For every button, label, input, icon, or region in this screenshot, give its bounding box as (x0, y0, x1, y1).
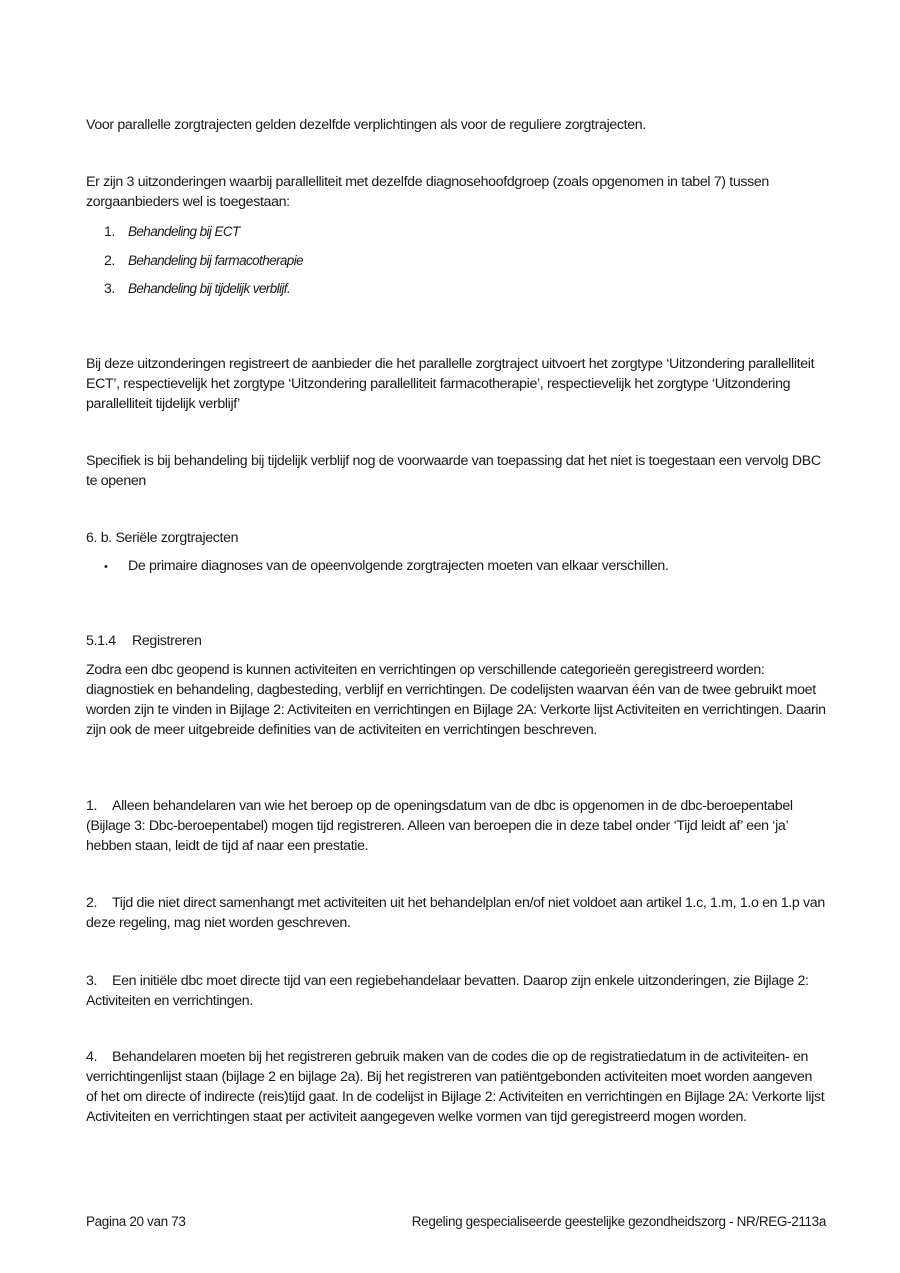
rule-number: 3. (86, 973, 98, 989)
registration-rule-3 (86, 971, 826, 1011)
section-heading (86, 631, 826, 651)
bullet-icon: • (104, 561, 108, 573)
exceptions-list (104, 221, 303, 307)
exceptions-intro-paragraph: Er zijn 3 uitzonderingen waarbij parallelliteit met dezelfde diagnosehoofdgroep (zoals opgenomen in tabel 7) tussen zorgaanbieders wel is toegestaan: (86, 174, 769, 210)
list-item-text: De primaire diagnoses van de opeenvolgende zorgtrajecten moeten van elkaar verschillen. (128, 558, 669, 574)
registration-rule-2 (86, 893, 826, 933)
rule-number: 1. (86, 798, 98, 814)
list-item (104, 250, 303, 279)
specific-note-paragraph: Specifiek is bij behandeling bij tijdelijk verblijf nog de voorwaarde van toepassing dat het niet is toegestaan een vervolg DBC te openen (86, 453, 821, 489)
serial-bullet-list (104, 556, 669, 577)
list-item-number: 2. (104, 251, 115, 268)
registration-rule-1 (86, 796, 826, 856)
rule-text: Alleen behandelaren van wie het beroep op de openingsdatum van de dbc is opgenomen in de dbc-beroepentabel (Bijlage 3: Dbc-beroepentabel) mogen tijd registreren. Alleen van beroepen die in deze tabel onder ‘Tijd leidt af’ een ‘ja’ hebben staan, leidt de tijd af naar een prestatie. (86, 798, 793, 854)
list-item-number: 3. (104, 280, 115, 296)
rule-text: Tijd die niet direct samenhangt met activiteiten uit het behandelplan en/of niet voldoet aan artikel 1.c, 1.m, 1.o en 1.p van deze regeling, mag niet worden geschreven. (86, 895, 825, 931)
list-item-text: Behandeling bij tijdelijk verblijf. (128, 281, 291, 296)
serial-heading: 6. b. Seriële zorgtrajecten (86, 530, 239, 546)
list-item-text: Behandeling bij farmacotherapie (128, 252, 304, 268)
footer-document-title: Regeling gespecialiseerde geestelijke gezondheidszorg - NR/REG-2113a (411, 1214, 826, 1229)
page-number: Pagina 20 van 73 (86, 1214, 186, 1229)
list-item-number: 1. (104, 223, 115, 239)
list-item (104, 556, 669, 577)
exceptions-registration-paragraph: Bij deze uitzonderingen registreert de aanbieder die het parallelle zorgtraject uitvoert het zorgtype ‘Uitzondering parallelliteit ECT’, respectievelijk het zorgtype ‘Uitzondering parallelliteit farmacotherapie’, respectievelijk het zorgtype ‘Uitzondering parallelliteit tijdelijk verblijf’ (86, 356, 815, 412)
section-title: Registreren (132, 633, 202, 649)
list-item-text: Behandeling bij ECT (128, 224, 240, 239)
rule-text: Een initiële dbc moet directe tijd van een regiebehandelaar bevatten. Daarop zijn enkele uitzonderingen, zie Bijlage 2: Activiteiten en verrichtingen. (86, 973, 809, 1009)
rule-number: 4. (86, 1049, 98, 1065)
rule-number: 2. (86, 895, 98, 911)
rule-text: Behandelaren moeten bij het registreren gebruik maken van de codes die op de registratiedatum in de activiteiten- en verrichtingenlijst staan (bijlage 2 en bijlage 2a). Bij het registreren van patiëntgebonden activiteiten moet worden aangeven of het om directe of indirecte (reis)tijd gaat. In de codelijst in Bijlage 2: Activiteiten en verrichtingen en Bijlage 2A: Verkorte lijst Activiteiten en verrichtingen staat per activiteit aangegeven welke vormen van tijd geregistreerd mogen worden. (86, 1049, 825, 1125)
registration-rule-4 (86, 1047, 826, 1127)
intro-paragraph: Voor parallelle zorgtrajecten gelden dezelfde verplichtingen als voor de reguliere zorgtrajecten. (86, 117, 646, 133)
section-intro-paragraph: Zodra een dbc geopend is kunnen activiteiten en verrichtingen op verschillende categorieën geregistreerd worden: diagnostiek en behandeling, dagbesteding, verblijf en verrichtingen. De codelijsten waarvan één van de twee gebruikt moet worden zijn te vinden in Bijlage 2: Activiteiten en verrichtingen en Bijlage 2A: Verkorte lijst Activiteiten en verrichtingen. Daarin zijn ook de meer uitgebreide definities van de activiteiten en verrichtingen beschreven. (86, 662, 826, 738)
list-item (104, 278, 303, 307)
list-item (104, 221, 303, 250)
section-number: 5.1.4 (86, 633, 116, 649)
